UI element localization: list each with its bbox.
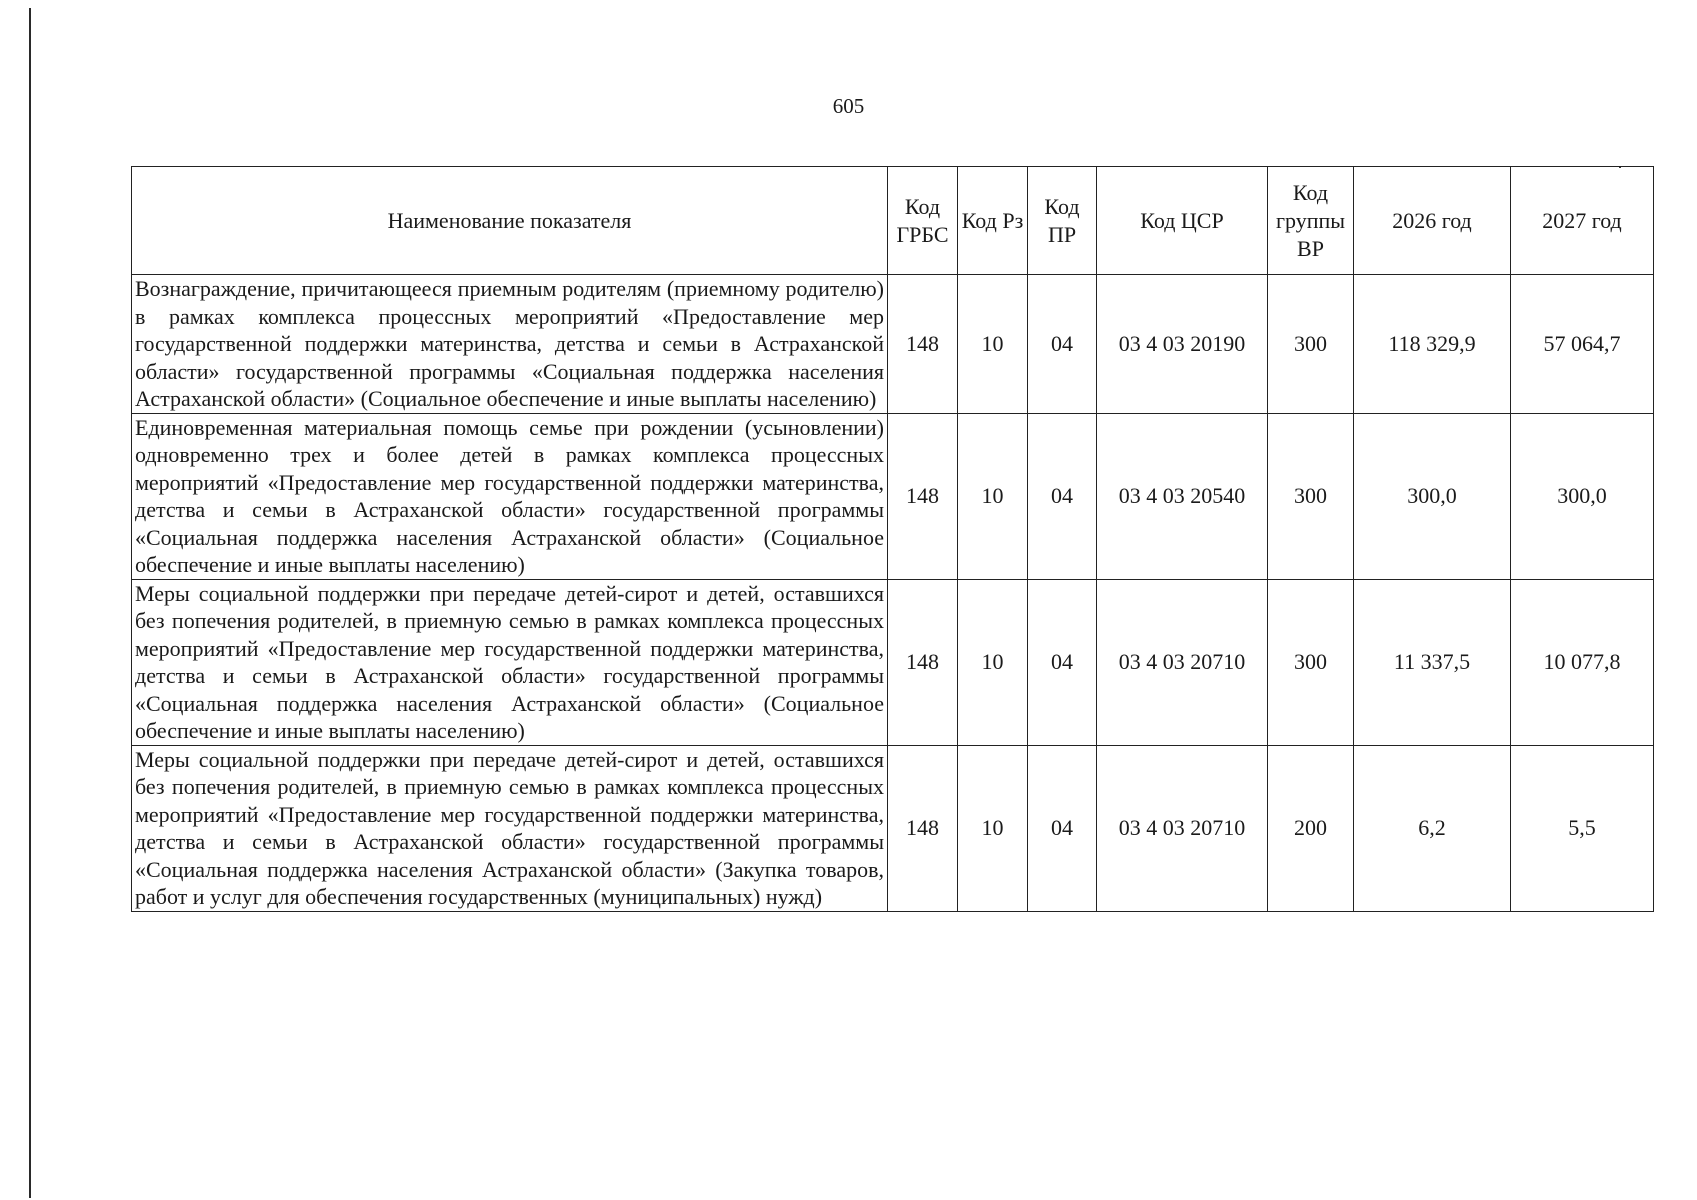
row-name: Меры социальной поддержки при передаче детей-сирот и детей, оставшихся без попечения родителей, в приемную семью в рамках комплекса процессных мероприятий «Предоставление мер государственной поддержки материнства, детства и семьи в Астраханской области» государственной программы «Социальная поддержка населения Астраханской области» (Социальное обеспечение и иные выплаты населению) [132, 579, 888, 745]
row-csr: 03 4 03 20710 [1097, 745, 1268, 911]
header-2027: 2027 год [1511, 167, 1654, 275]
page-number: 605 [832, 94, 865, 118]
header-rz: Код Рз [958, 167, 1028, 275]
scan-edge-line [29, 8, 31, 1198]
table-header [132, 167, 1654, 275]
header-pr: Код ПР [1028, 167, 1097, 275]
row-2026: 118 329,9 [1354, 275, 1511, 414]
table-row [132, 579, 1654, 745]
row-2026: 6,2 [1354, 745, 1511, 911]
header-vr: Код группы ВР [1268, 167, 1354, 275]
row-grbs: 148 [888, 579, 958, 745]
row-grbs: 148 [888, 413, 958, 579]
header-name: Наименование показателя [132, 167, 888, 275]
table-row [132, 413, 1654, 579]
row-name: Вознаграждение, причитающееся приемным родителям (приемному родителю) в рамках комплекса процессных мероприятий «Предоставление мер государственной поддержки материнства, детства и семьи в Астраханской области» государственной программы «Социальная поддержка населения Астраханской области» (Социальное обеспечение и иные выплаты населению) [132, 275, 888, 414]
row-name: Единовременная материальная помощь семье при рождении (усыновлении) одновременно трех и более детей в рамках комплекса процессных мероприятий «Предоставление мер государственной поддержки материнства, детства и семьи в Астраханской области» государственной программы «Социальная поддержка населения Астраханской области» (Социальное обеспечение и иные выплаты населению) [132, 413, 888, 579]
row-pr: 04 [1028, 579, 1097, 745]
row-pr: 04 [1028, 413, 1097, 579]
table-body [132, 275, 1654, 912]
row-pr: 04 [1028, 275, 1097, 414]
header-grbs: Код ГРБС [888, 167, 958, 275]
header-row [132, 167, 1654, 275]
row-csr: 03 4 03 20540 [1097, 413, 1268, 579]
row-pr: 04 [1028, 745, 1097, 911]
row-2026: 300,0 [1354, 413, 1511, 579]
row-rz: 10 [958, 579, 1028, 745]
row-rz: 10 [958, 275, 1028, 414]
row-grbs: 148 [888, 275, 958, 414]
row-2026: 11 337,5 [1354, 579, 1511, 745]
row-vr: 300 [1268, 579, 1354, 745]
table-row [132, 275, 1654, 414]
row-vr: 300 [1268, 413, 1354, 579]
row-2027: 10 077,8 [1511, 579, 1654, 745]
header-csr: Код ЦСР [1097, 167, 1268, 275]
row-2027: 5,5 [1511, 745, 1654, 911]
budget-table [131, 166, 1654, 912]
table-row [132, 745, 1654, 911]
row-rz: 10 [958, 745, 1028, 911]
row-name: Меры социальной поддержки при передаче детей-сирот и детей, оставшихся без попечения родителей, в приемную семью в рамках комплекса процессных мероприятий «Предоставление мер государственной поддержки материнства, детства и семьи в Астраханской области» государственной программы «Социальная поддержка населения Астраханской области» (Закупка товаров, работ и услуг для обеспечения государственных (муниципальных) нужд) [132, 745, 888, 911]
row-csr: 03 4 03 20190 [1097, 275, 1268, 414]
row-vr: 200 [1268, 745, 1354, 911]
row-rz: 10 [958, 413, 1028, 579]
row-csr: 03 4 03 20710 [1097, 579, 1268, 745]
row-2027: 300,0 [1511, 413, 1654, 579]
header-2026: 2026 год [1354, 167, 1511, 275]
row-2027: 57 064,7 [1511, 275, 1654, 414]
row-grbs: 148 [888, 745, 958, 911]
row-vr: 300 [1268, 275, 1354, 414]
